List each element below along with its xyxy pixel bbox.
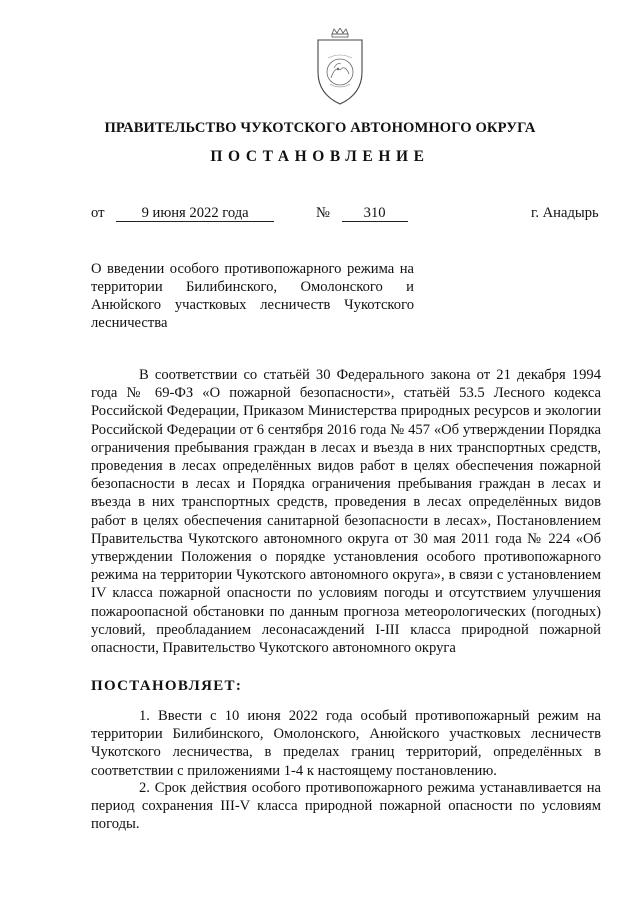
preamble-paragraph: В соответствии со статьёй 30 Федерального закона от 21 декабря 1994 года № 69-ФЗ «О пожарной безопасности», статьёй 53.5 Лесного кодекса Российской Федерации, Приказом Министерства природных ресурсов и экологии Российской Федерации от 6 сентября 2016 года № 457 «Об утверждении Порядка ограничения пребывания граждан в лесах и въезда в них транспортных средств, проведения в лесах определённых видов работ в целях обеспечения пожарной безопасности в лесах и Порядка ограничения пребывания граждан в лесах и въезда в них транспортных средств, проведения в лесах определённых видов работ в целях обеспечения санитарной безопасности в лесах», Постановлением Правительства Чукотского автономного округа от 30 мая 2011 года № 224 «Об утверждении Положения о порядке установления особого противопожарного режима на территории Чукотского автономного округа», в связи с установлением IV класса пожарной опасности по условиям погоды и отсутствием улучшения пожароопасной обстановки по данным прогноза метеорологических (погодных) условий, преобладанием лесонасаждений I-III класса природной пожарной опасности, Правительство Чукотского автономного округа (91, 367, 601, 657)
from-label: от (91, 205, 105, 221)
resolve-heading: ПОСТАНОВЛЯЕТ: (91, 678, 243, 694)
clause-2: 2. Срок действия особого противопожарного режима устанавливается на период сохранения III-V класса природной пожарной опасности по условиям погоды. (91, 780, 601, 833)
number-label: № (316, 205, 330, 221)
clause-1: 1. Ввести с 10 июня 2022 года особый противопожарный режим на территории Билибинского, Омолонского, Анюйского участковых лесничеств Чукотского лесничества, в пределах границ территорий, определённых в соответствии с приложениями 1-4 к настоящему постановлению. (91, 708, 601, 779)
document-type: ПОСТАНОВЛЕНИЕ (210, 148, 430, 165)
decree-number: 310 (342, 205, 408, 222)
government-name: ПРАВИТЕЛЬСТВО ЧУКОТСКОГО АВТОНОМНОГО ОКРУГА (104, 120, 536, 136)
decree-date: 9 июня 2022 года (116, 205, 274, 222)
place: г. Анадырь (531, 205, 599, 221)
number-field (316, 204, 408, 222)
date-field (91, 204, 274, 222)
decree-subject: О введении особого противопожарного режима на территории Билибинского, Омолонского и Анюйского участковых лесничеств Чукотского лесничества (91, 261, 414, 331)
coat-of-arms-icon (301, 28, 379, 108)
